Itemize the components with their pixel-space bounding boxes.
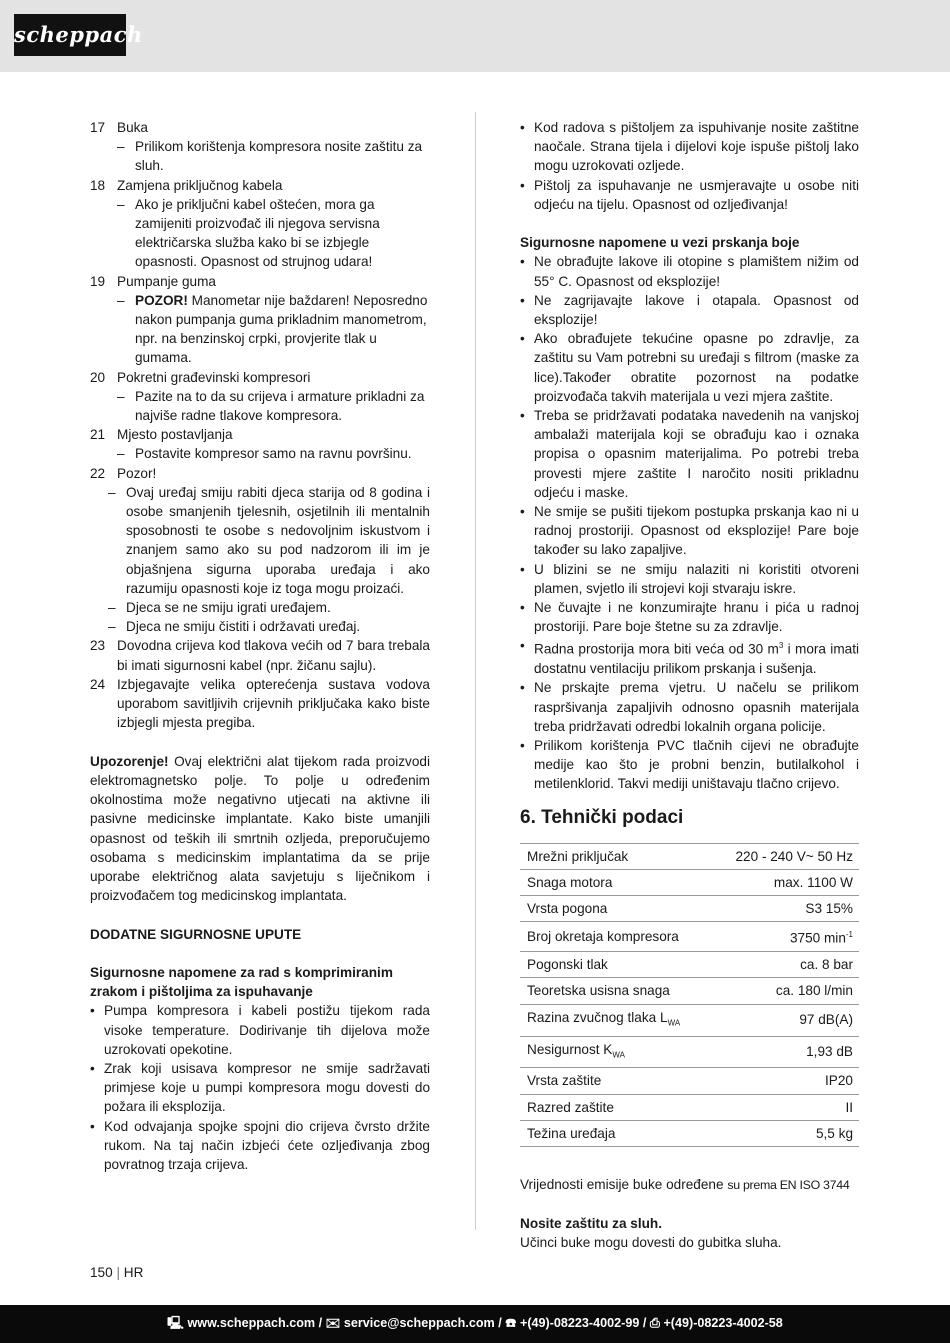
sub-item: – Ovaj uređaj smiju rabiti djeca starija od 8 godina i osobe smanjenih tjelesnih, osjetilnih ili mentalnih sposobnosti te osobe s nedovoljnim iskustvom i znanjem samo ako su pod nadzorom ili im je objašnjena sigurna uporaba uređaja i ako razumiju opasnosti koje iz toga mogu proizaći. — [108, 484, 430, 596]
spec-label: Pogonski tlak — [520, 952, 710, 978]
spec-table — [520, 843, 859, 1147]
list-item: 21 Mjesto postavljanja — [90, 427, 233, 443]
bullet-item: • Ne prskajte prema vjetru. U načelu se prilikom raspršivanja zapaljivih odnosno opasnih materijala treba pridržavati odredbi lokalnih organa policije. — [520, 680, 859, 734]
phone-icon: ☎ — [505, 1316, 517, 1330]
page-number: 150 | HR — [90, 1265, 144, 1280]
spec-label: Vrsta pogona — [520, 896, 710, 922]
list-item: 18 Zamjena priključnog kabela — [90, 177, 283, 193]
monitor-icon: 🖳 — [167, 1316, 184, 1330]
spec-label: Teoretska usisna snaga — [520, 978, 710, 1004]
page-footer: 🖳 www.scheppach.com / ✉ service@scheppach.com / ☎ +(49)-08223-4002-99 / ⎙ +(49)-08223-4002-58 — [0, 1305, 950, 1343]
table-row — [520, 1068, 859, 1094]
bullet-item: • Ne zagrijavajte lakove i otapala. Opasnost od eksplozije! — [520, 292, 859, 328]
page-header — [0, 0, 950, 72]
bullet-item: • U blizini se ne smiju nalaziti ni koristiti otvoreni plamen, svjetlo ili strojevi koji stvaraju iskre. — [520, 561, 859, 596]
table-row — [520, 1094, 859, 1120]
table-row — [520, 1036, 859, 1068]
phone-number: +(49)-08223-4002-99 — [519, 1316, 640, 1330]
list-item: 17 Buka — [90, 120, 148, 135]
table-row — [520, 896, 859, 922]
table-row — [520, 952, 859, 978]
spec-value: 1,93 dB — [710, 1036, 859, 1068]
spec-label: Razred zaštite — [520, 1094, 710, 1120]
bullet-item: • Treba se pridržavati podataka navedenih na vanjskoj ambalaži materijala koji se obrađuju kao i oznaka propisa o opasnim materijalima. Po potrebi treba provesti mjere zaštite I naročito nositi prikladnu odjeću i maske. — [520, 408, 859, 500]
table-row — [520, 1120, 859, 1146]
bullet-item: • Radna prostorija mora biti veća od 30 $m^3$ i mora imati dostatnu ventilaciju prilikom prskanja i sušenja. — [520, 638, 859, 677]
table-row — [520, 978, 859, 1004]
column-divider — [475, 112, 476, 1230]
spec-value: 220 - 240 V~ 50 Hz — [710, 843, 859, 869]
email-link[interactable]: service@scheppach.com — [343, 1316, 495, 1330]
list-item: 23 Dovodna crijeva kod tlakova većih od 7 bara trebala bi imati sigurnosni kabel (npr. žičanu sajlu). — [90, 638, 430, 673]
mail-icon: ✉ — [325, 1316, 341, 1330]
spec-label: Nesigurnost $K_{WA}$ — [520, 1036, 710, 1068]
spec-value: S3 15% — [710, 896, 859, 922]
spec-label: Težina uređaja — [520, 1120, 710, 1146]
emission-note: Vrijednosti emisije buke određene su prema EN ISO 3744 — [520, 1177, 850, 1193]
bullet-item: • Kod radova s pištoljem za ispuhivanje nosite zaštitne naočale. Strana tijela i dijelovi koje ispuše pištolj lako mogu uzrokovati ozljede. — [520, 120, 859, 174]
bullet-item: • Pištolj za ispuhavanje ne usmjeravajte u osobe niti odjeću na tijelu. Opasnost od ozljeđivanja! — [520, 177, 859, 212]
spec-value: ca. 8 bar — [710, 952, 859, 978]
sub-item: – Djeca se ne smiju igrati uređajem. — [108, 600, 331, 616]
brand-logo: scheppach — [14, 14, 126, 56]
spec-value: 5,5 kg — [710, 1120, 859, 1146]
sub-item: – Pazite na to da su crijeva i armature prikladni za najviše radne tlakove kompresora. — [117, 388, 425, 424]
subsection-heading: Sigurnosne napomene za rad s komprimiranim zrakom i pištoljima za ispuhavanje — [90, 964, 393, 1000]
warning-paragraph: Upozorenje! Ovaj električni alat tijekom rada proizvodi elektromagnetsko polje. To polje u određenim okolnostima može negativno utjecati na aktivne ili pasivne medicinske implantate. Kako biste umanjili opasnost od teških ili smrtnih ozljeda, preporučujemo osobama s medicinskim implantatima da se prije uporabe električnog alata savjetuju s liječnikom i proizvođačem tog medicinskog implantata. — [90, 753, 430, 904]
sub-item: – Djeca ne smiju čistiti i održavati uređaj. — [108, 619, 361, 635]
bullet-item: • Ne obrađujte lakove ili otopine s plamištem nižim od 55° C. Opasnost od eksplozije! — [520, 254, 859, 289]
hearing-text: Učinci buke mogu dovesti do gubitka sluha. — [520, 1235, 782, 1251]
spec-label: Snaga motora — [520, 870, 710, 896]
list-item: 22 Pozor! — [90, 465, 157, 481]
spec-value: max. 1100 W — [710, 870, 859, 896]
fax-icon: ⎙ — [649, 1316, 660, 1330]
subsection-heading: Sigurnosne napomene u vezi prskanja boje — [520, 235, 800, 251]
bullet-item: • Kod odvajanja spojke spojni dio crijeva čvrsto držite rukom. Na taj način izbjeći ćete ozljeđivanja zbog povratnog trzaja crijeva. — [90, 1118, 430, 1172]
list-item: 19 Pumpanje guma — [90, 273, 216, 289]
bullet-item: • Ne čuvajte i ne konzumirajte hranu i pića u radnoj prostoriji. Pare boje štetne su za zdravlje. — [520, 600, 859, 635]
bullet-item: • Zrak koji usisava kompresor ne smije sadržavati primjese koje u pumpi kompresora mogu dovesti do požara ili eksplozija. — [90, 1060, 430, 1115]
spec-label: Mrežni priključak — [520, 843, 710, 869]
sub-item: – Ako je priključni kabel oštećen, mora ga zamijeniti proizvođač ili njegova servisna električarska služba kako bi se izbjegle opasnosti. Opasnost od strujnog udara! — [117, 196, 380, 270]
table-row — [520, 1004, 859, 1036]
spec-label: Razina zvučnog tlaka $L_{WA}$ — [520, 1004, 710, 1036]
section-title: 6. Tehnički podaci — [520, 806, 684, 828]
bullet-item: • Ne smije se pušiti tijekom postupka prskanja kao ni u radnoj prostoriji. Opasnost od eksplozije! Pare boje također su lako zapaljive. — [520, 504, 859, 558]
table-row — [520, 870, 859, 896]
spec-value: ca. 180 l/min — [710, 978, 859, 1004]
hearing-heading: Nosite zaštitu za sluh. — [520, 1216, 663, 1232]
table-row — [520, 843, 859, 869]
spec-value: II — [710, 1094, 859, 1120]
list-item: 24 Izbjegavajte velika opterećenja sustava vodova uporabom savitljivih crijevnih priključaka kako biste izbjegli mjesta pregiba. — [90, 676, 430, 731]
spec-value: IP20 — [710, 1068, 859, 1094]
section-heading: DODATNE SIGURNOSNE UPUTE — [90, 926, 302, 942]
sub-item: – POZOR! Manometar nije baždaren! Neposredno nakon pumpanja guma prikladnim manometrom, npr. na benzinskoj crpki, provjerite tlak u gumama. — [117, 292, 428, 366]
right-column — [520, 118, 859, 1253]
bullet-item: • Pumpa kompresora i kabeli postižu tijekom rada visoke temperature. Dodirivanje tih dijelova može uzrokovati opekotine. — [90, 1003, 430, 1057]
left-column — [90, 118, 430, 1174]
list-item: 20 Pokretni građevinski kompresori — [90, 369, 311, 385]
sub-item: – Prilikom korištenja kompresora nosite zaštitu za sluh. — [117, 139, 423, 174]
bullet-item: • Ako obrađujete tekućine opasne po zdravlje, za zaštitu su Vam potrebni su uređaji s filtrom (maske za lice).Također obratite pozornost na podatke proizvođača takvih materijala u vezi mjera zaštite. — [520, 331, 859, 404]
spec-value: 97 dB(A) — [710, 1004, 859, 1036]
table-row — [520, 922, 859, 952]
sub-item: – Postavite kompresor samo na ravnu površinu. — [117, 446, 412, 462]
spec-value: 3750 $\min^{-1}$ — [710, 922, 859, 952]
fax-number: +(49)-08223-4002-58 — [663, 1316, 783, 1330]
bullet-item: • Prilikom korištenja PVC tlačnih cijevi ne obrađujte medije kao što je probni benzin, butilalkohol i metilenklorid. Takvi mediji uništavaju tlačno crijevo. — [520, 738, 859, 792]
website-link[interactable]: www.scheppach.com — [187, 1316, 316, 1330]
spec-label: Vrsta zaštite — [520, 1068, 710, 1094]
spec-label: Broj okretaja kompresora — [520, 922, 710, 952]
